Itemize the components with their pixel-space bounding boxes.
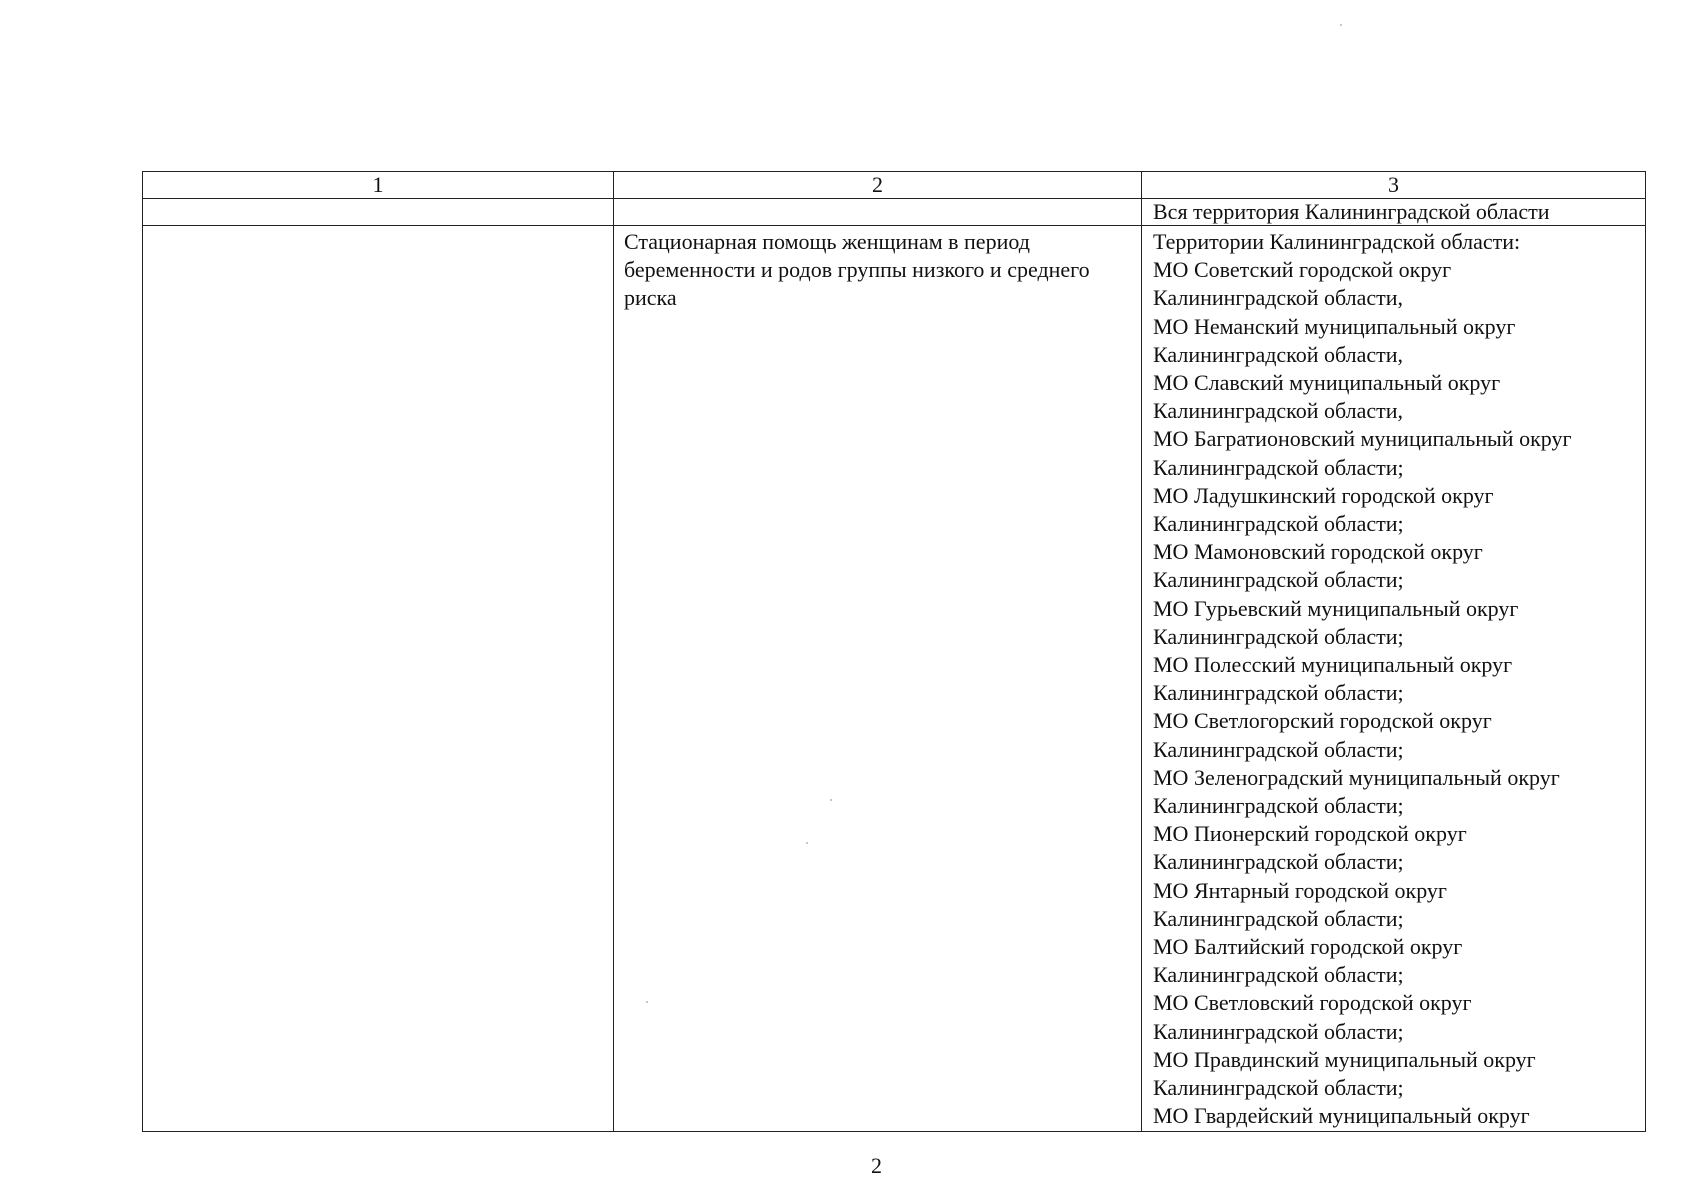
cell-col-2 [614,199,1142,226]
territory-table [142,171,1646,1132]
territory-list [1153,228,1641,1131]
header-col-2: 2 [614,172,1142,199]
territory-line: Калининградской области; [1153,567,1404,593]
cell-col-1 [143,199,614,226]
territory-line: МО Балтийский городской округ [1153,934,1463,960]
territory-line: МО Славский муниципальный округ [1153,370,1501,396]
territory-line: МО Янтарный городской округ [1153,877,1447,903]
scan-speck [830,799,832,801]
scan-speck [806,842,808,844]
territory-line: Калининградской области; [1153,454,1404,480]
territory-line: Калининградской области; [1153,793,1404,819]
scan-speck [1340,24,1342,26]
territory-line: Калининградской области, [1153,341,1404,367]
territory-line: МО Ладушкинский городской округ [1153,482,1494,508]
territory-line: Калининградской области; [1153,623,1404,649]
page-number: 2 [871,1153,882,1178]
territory-line: Калининградской области; [1153,736,1404,762]
territory-line: МО Мамоновский городской округ [1153,539,1483,565]
territory-line: Калининградской области; [1153,1075,1404,1101]
territory-line: МО Светлогорский городской округ [1153,708,1492,734]
territory-line: МО Гурьевский муниципальный округ [1153,595,1519,621]
table-header-row [143,172,1646,199]
territories-cell [1142,226,1646,1132]
territory-line: Калининградской области; [1153,680,1404,706]
care-type-cell: Стационарная помощь женщинам в период беременности и родов группы низкого и среднего риска [614,226,1142,1132]
territory-line: МО Советский городской округ [1153,257,1452,283]
territory-line: МО Пионерский городской округ [1153,821,1467,847]
territory-line: МО Багратионовский муниципальный округ [1153,426,1572,452]
all-territory-cell: Вся территория Калининградской области [1142,199,1646,226]
territory-line: МО Полесский муниципальный округ [1153,652,1513,678]
territory-line: Калининградской области; [1153,962,1404,988]
territory-line: Калининградской области; [1153,1018,1404,1044]
territory-line: Калининградской области, [1153,398,1404,424]
territory-line: МО Правдинский муниципальный округ [1153,1046,1536,1072]
territory-line: Калининградской области; [1153,511,1404,537]
table-row [143,199,1646,226]
territory-line: Территории Калининградской области: [1153,229,1521,254]
territory-line: Калининградской области; [1153,849,1404,875]
header-col-3: 3 [1142,172,1646,199]
territory-line: Калининградской области, [1153,285,1404,311]
header-col-1: 1 [143,172,614,199]
cell-col-1 [143,226,614,1132]
territory-line: Калининградской области; [1153,905,1404,931]
scan-speck [646,1001,648,1003]
table-row [143,226,1646,1132]
territory-line: МО Гвардейский муниципальный округ [1153,1103,1530,1129]
territory-line: МО Зеленоградский муниципальный округ [1153,764,1560,790]
territory-line: МО Светловский городской округ [1153,990,1472,1016]
territory-line: МО Неманский муниципальный округ [1153,313,1516,339]
